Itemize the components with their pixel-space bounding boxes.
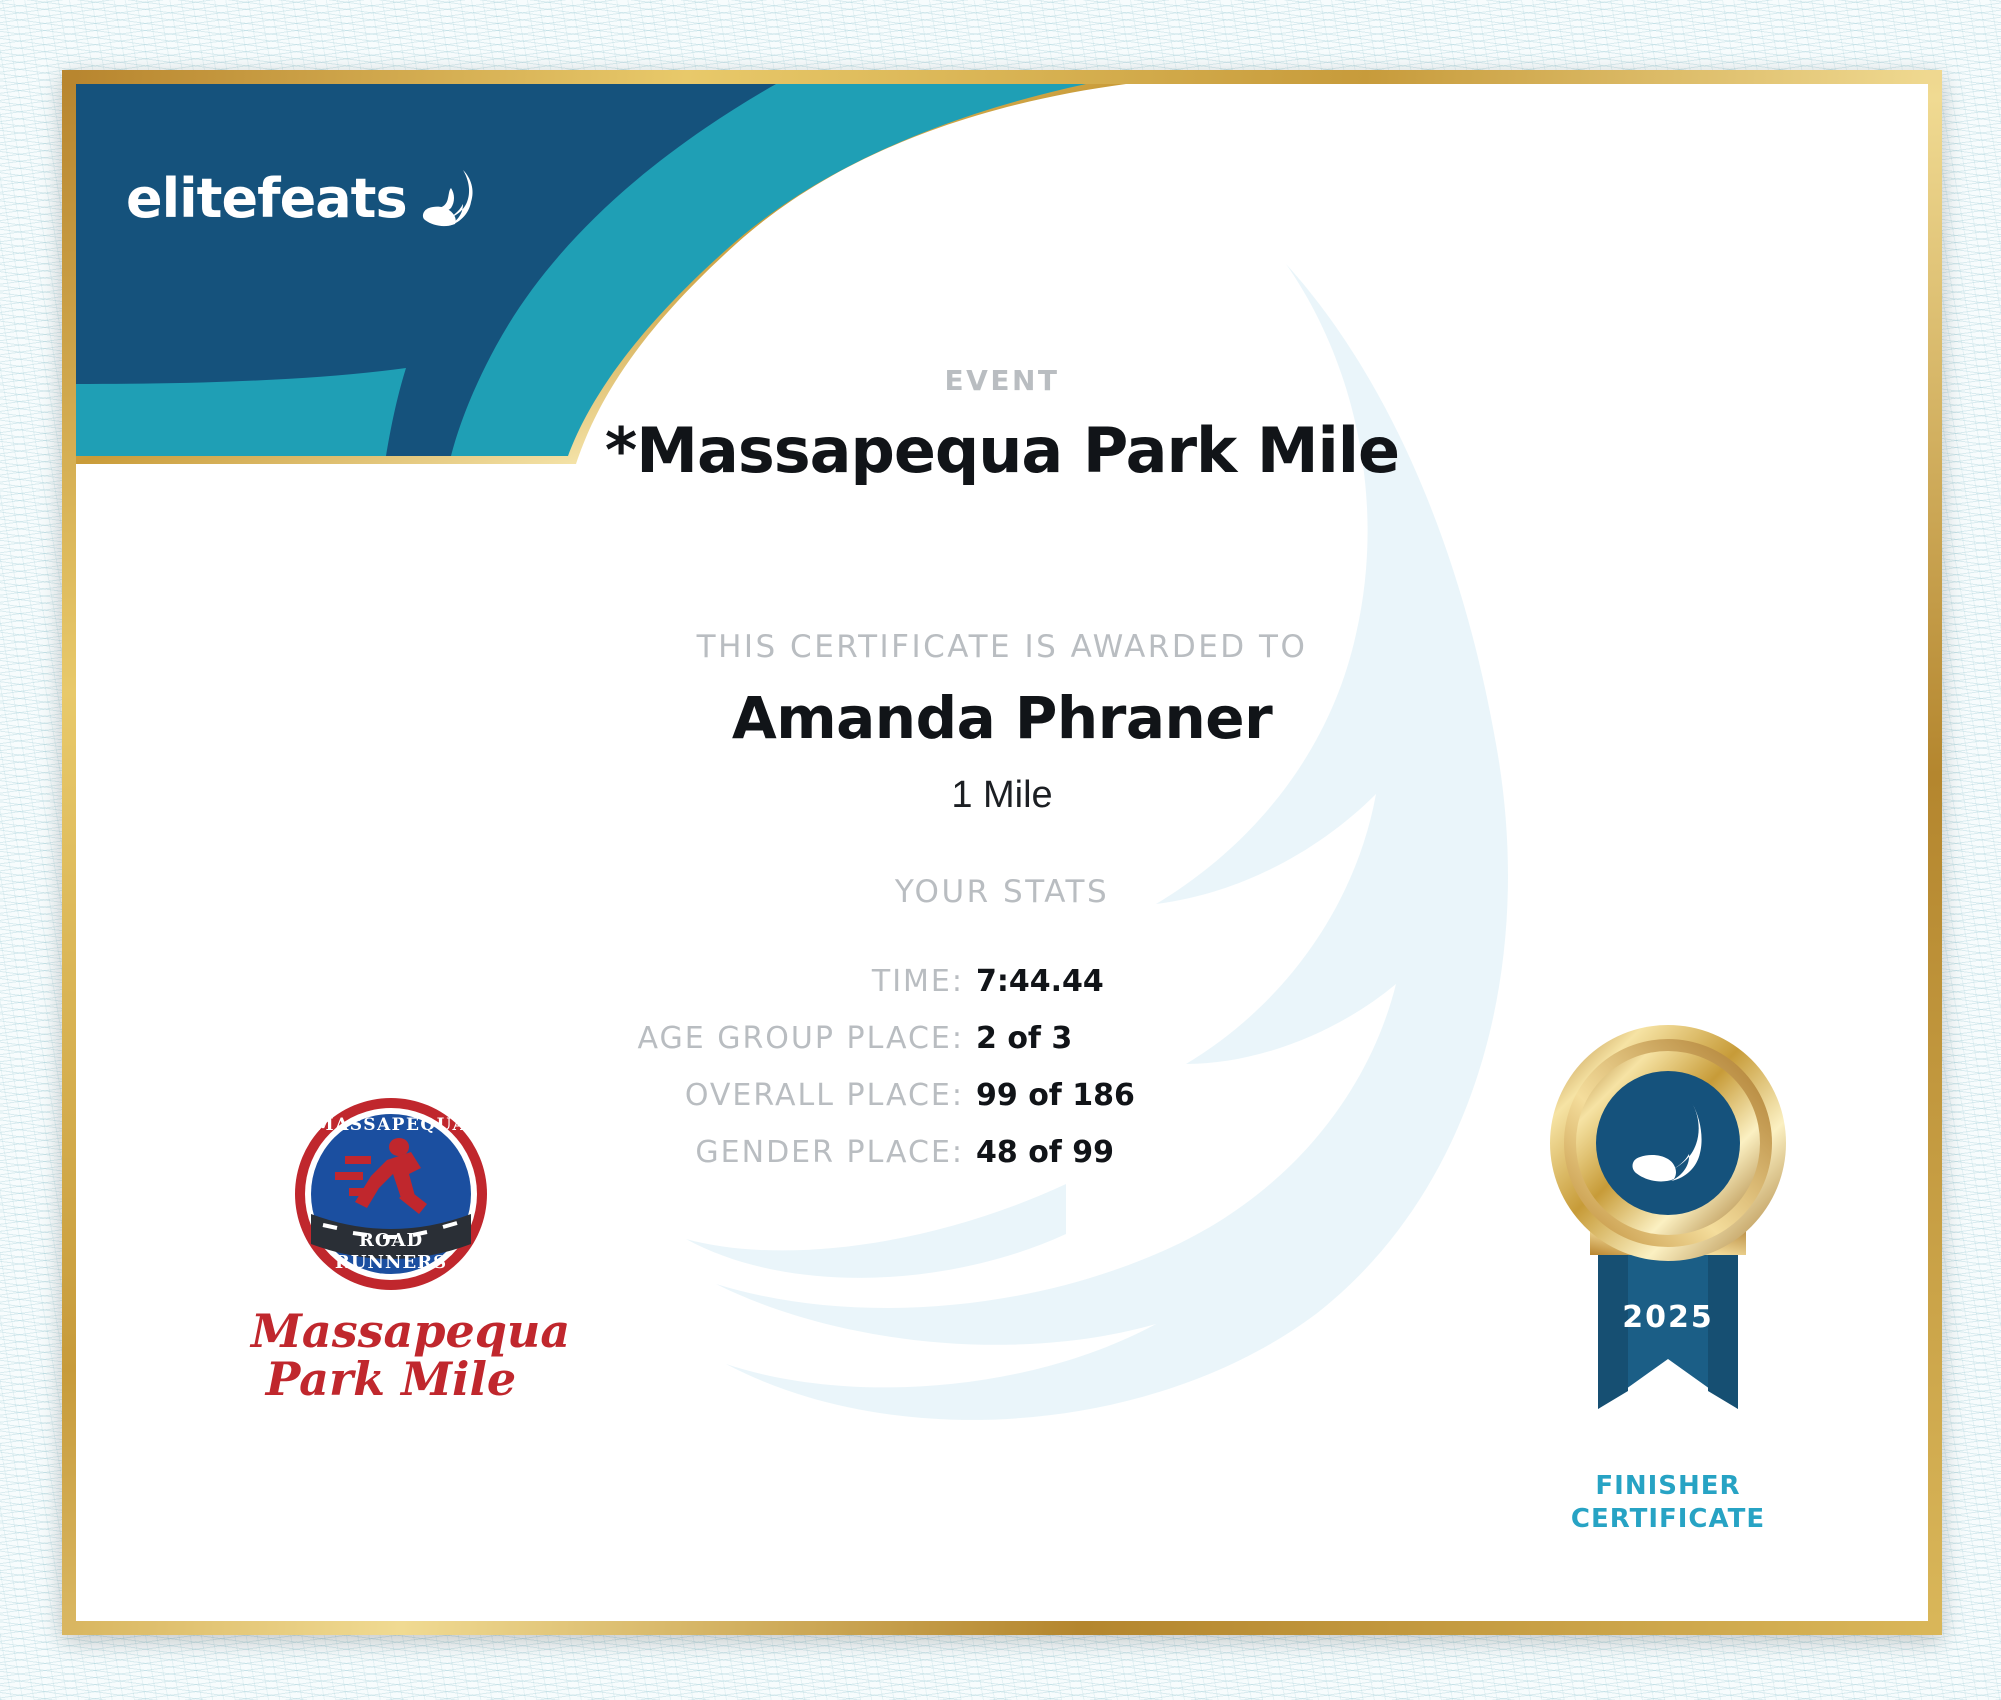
brand-name: elitefeats [126,166,407,230]
massapequa-road-runners-badge-icon [291,1094,491,1294]
event-logo [251,1094,571,1407]
medal-ribbon-icon [1528,1019,1808,1459]
svg-text:RUNNERS: RUNNERS [334,1252,448,1273]
brand-logo [126,162,485,234]
svg-text:2025: 2025 [1622,1300,1714,1335]
stat-key-gender-place: GENDER PLACE: [695,1135,964,1170]
distance-value: 1 Mile [951,774,1053,816]
svg-text:MASSAPEQUA: MASSAPEQUA [314,1115,468,1135]
stats-list [76,964,1176,1192]
medal-caption-line1: FINISHER [1595,1471,1741,1501]
event-logo-script-line2: Park Mile [265,1352,517,1407]
certificate [62,70,1942,1635]
certificate-content [76,84,1928,1621]
stat-row [76,964,1176,999]
svg-text:ROAD: ROAD [358,1230,424,1251]
awardee-name: Amanda Phraner [731,684,1273,752]
stat-key-age-group-place: AGE GROUP PLACE: [637,1021,964,1056]
stat-value-overall-place: 99 of 186 [976,1078,1135,1113]
stat-row [76,1135,1176,1170]
stat-value-age-group-place: 2 of 3 [976,1021,1073,1056]
certificate-inner [76,84,1928,1621]
finisher-medal [1528,1019,1808,1535]
stat-row [76,1021,1176,1056]
your-stats-label: YOUR STATS [894,874,1110,910]
stat-value-time: 7:44.44 [976,964,1104,999]
stat-key-overall-place: OVERALL PLACE: [684,1078,964,1113]
event-label: EVENT [944,364,1060,397]
event-logo-script-line1: Massapequa [251,1304,571,1358]
winged-foot-icon [413,162,485,234]
event-name: *Massapequa Park Mile [604,414,1400,487]
medal-caption-line2: CERTIFICATE [1570,1503,1766,1534]
awarded-to-label: THIS CERTIFICATE IS AWARDED TO [696,629,1308,665]
stat-row [76,1078,1176,1113]
stat-key-time: TIME: [871,964,964,999]
stat-value-gender-place: 48 of 99 [976,1135,1115,1170]
